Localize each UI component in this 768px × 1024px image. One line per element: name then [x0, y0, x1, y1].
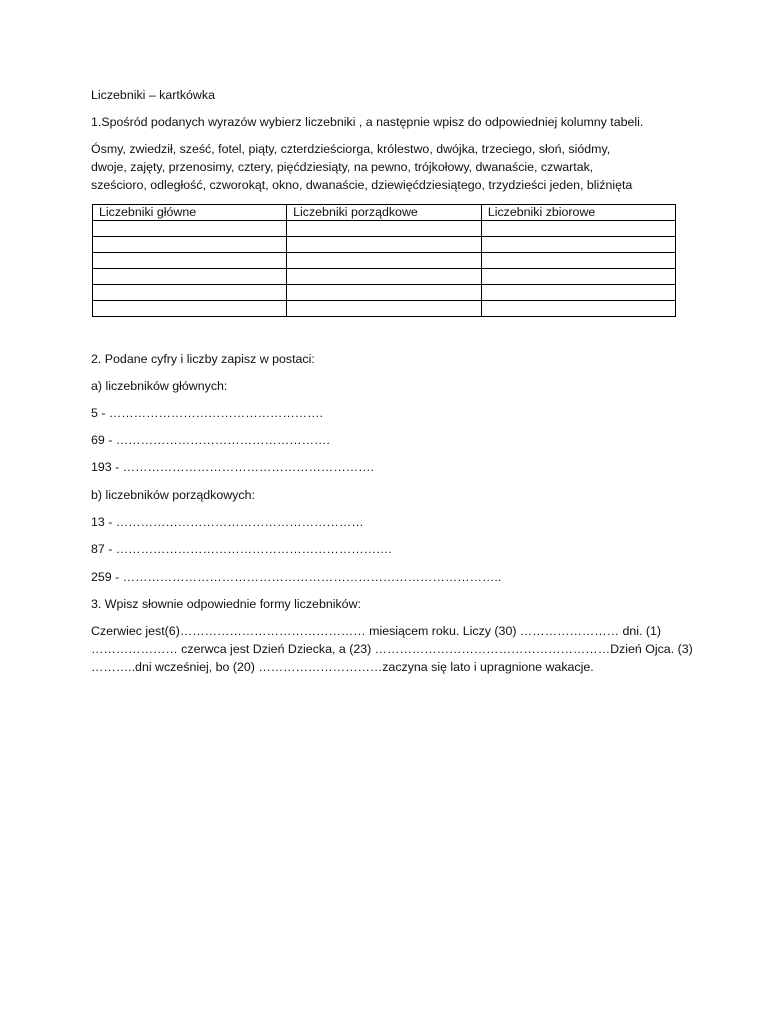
task3-instruction: 3. Wpisz słownie odpowiednie formy liczebników: — [91, 597, 361, 611]
task2-instruction: 2. Podane cyfry i liczby zapisz w postaci: — [91, 352, 315, 366]
word-list-line: sześcioro, odległość, czworokąt, okno, dwanaście, dziewięćdziesiątego, trzydzieści jeden, bliźnięta — [91, 178, 633, 192]
answer-line[interactable]: 13 - …………………………………………………… — [91, 515, 364, 529]
numerals-table — [92, 204, 676, 317]
table-cell[interactable] — [93, 237, 287, 253]
table-header-row — [93, 205, 676, 221]
table-cell[interactable] — [481, 253, 675, 269]
table-cell[interactable] — [93, 253, 287, 269]
table-cell[interactable] — [481, 237, 675, 253]
table-cell[interactable] — [287, 237, 482, 253]
table-row — [93, 269, 676, 285]
table-row — [93, 285, 676, 301]
worksheet-title: Liczebniki – kartkówka — [91, 88, 215, 102]
header-ordinal: Liczebniki porządkowe — [287, 205, 482, 221]
table-cell[interactable] — [287, 269, 482, 285]
table-cell[interactable] — [481, 269, 675, 285]
table-row — [93, 253, 676, 269]
fill-in-line[interactable]: ………………… czerwca jest Dzień Dziecka, a (23) …………………………………………………Dzień Ojca. (3) — [91, 642, 693, 656]
answer-line[interactable]: 87 - …………………………………………………………. — [91, 542, 392, 556]
table-cell[interactable] — [287, 285, 482, 301]
task2-part-b-label: b) liczebników porządkowych: — [91, 488, 255, 502]
table-cell[interactable] — [481, 301, 675, 317]
table-row — [93, 237, 676, 253]
table-cell[interactable] — [93, 285, 287, 301]
table-cell[interactable] — [93, 269, 287, 285]
answer-line[interactable]: 259 - ……………………………………………………………………………….. — [91, 570, 502, 584]
table-cell[interactable] — [287, 253, 482, 269]
table-cell[interactable] — [287, 221, 482, 237]
table-cell[interactable] — [481, 285, 675, 301]
task2-part-a-label: a) liczebników głównych: — [91, 379, 228, 393]
answer-line[interactable]: 69 - ……………………………………………. — [91, 433, 330, 447]
table-cell[interactable] — [93, 221, 287, 237]
fill-in-line[interactable]: ………..dni wcześniej, bo (20) …………………………zaczyna się lato i upragnione wakacje. — [91, 660, 594, 674]
task1-instruction: 1.Spośród podanych wyrazów wybierz liczebniki , a następnie wpisz do odpowiedniej kolumny tabeli. — [91, 115, 644, 129]
header-cardinal: Liczebniki główne — [93, 205, 287, 221]
task1-word-list — [91, 140, 691, 194]
table-row — [93, 301, 676, 317]
fill-in-line[interactable]: Czerwiec jest(6)……………………………………… miesiącem roku. Liczy (30) …………………… dni. (1) — [91, 624, 662, 638]
answer-line[interactable]: 193 - ……………………………………………………. — [91, 460, 374, 474]
table-cell[interactable] — [93, 301, 287, 317]
word-list-line: dwoje, zajęty, przenosimy, cztery, pięćdziesiąty, na pewno, trójkołowy, dwanaście, czwartak, — [91, 160, 594, 174]
table-cell[interactable] — [481, 221, 675, 237]
word-list-line: Ósmy, zwiedził, sześć, fotel, piąty, czterdzieściorga, królestwo, dwójka, trzeciego, słoń, siódmy, — [91, 142, 611, 156]
answer-line[interactable]: 5 - ……………………………………………. — [91, 406, 323, 420]
table-cell[interactable] — [287, 301, 482, 317]
table-row — [93, 221, 676, 237]
task3-fill-in-text[interactable] — [91, 622, 691, 676]
header-collective: Liczebniki zbiorowe — [481, 205, 675, 221]
